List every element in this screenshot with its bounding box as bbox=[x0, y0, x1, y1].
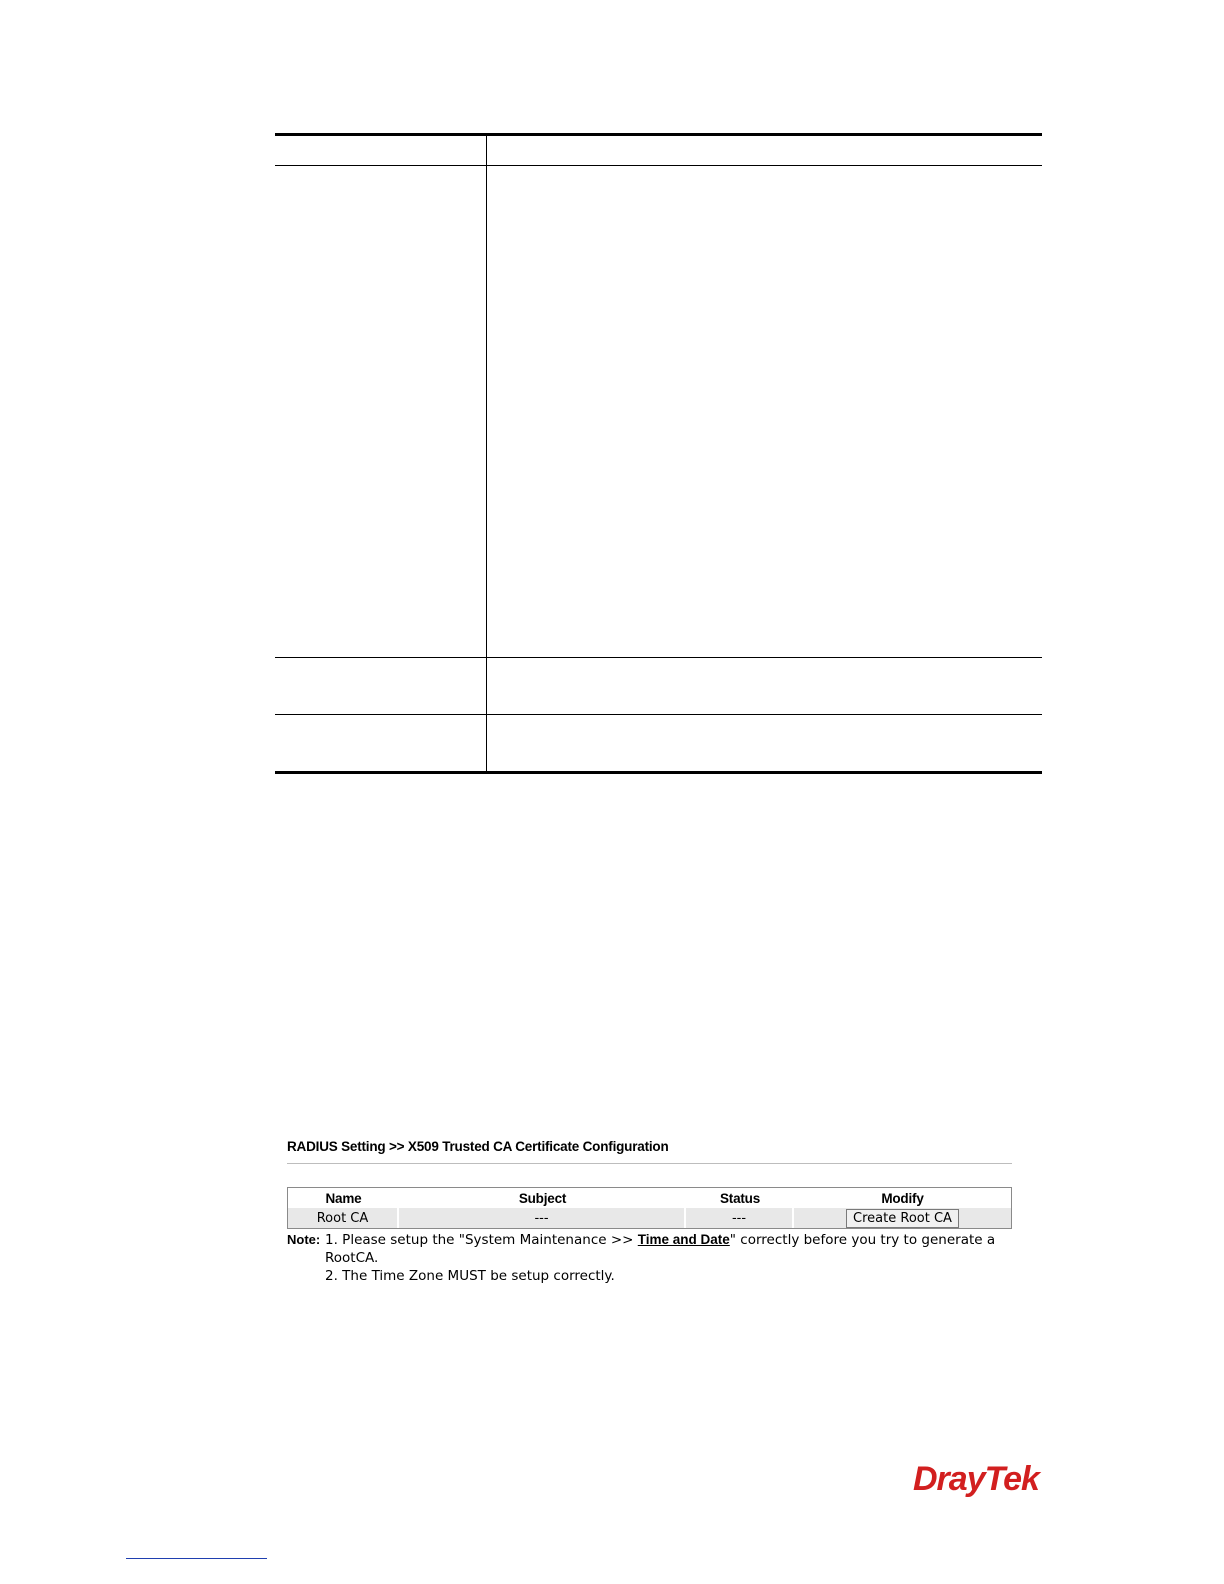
draytek-logo: DrayTek bbox=[913, 1460, 1039, 1498]
column-header-name: Name bbox=[325, 1190, 362, 1206]
ca-certificate-table bbox=[287, 1187, 1012, 1229]
column-header-modify: Modify bbox=[881, 1190, 924, 1206]
column-header-subject: Subject bbox=[518, 1190, 567, 1206]
table-row-rule bbox=[275, 657, 1042, 658]
table-column-divider bbox=[486, 133, 487, 774]
radius-ca-config-panel bbox=[287, 1138, 1012, 1285]
table-bottom-rule bbox=[275, 771, 1042, 774]
table-top-rule bbox=[275, 133, 1042, 136]
table-row bbox=[288, 1208, 1011, 1228]
description-table bbox=[275, 133, 1042, 774]
page-title: RADIUS Setting >> X509 Trusted CA Certificate Configuration bbox=[287, 1139, 669, 1154]
table-header-row bbox=[288, 1188, 1011, 1208]
note-section bbox=[287, 1231, 1012, 1285]
time-and-date-link[interactable]: Time and Date bbox=[637, 1232, 730, 1247]
note-line1-suffix: " correctly before you try to generate a RootCA. bbox=[325, 1232, 996, 1266]
cell-status: --- bbox=[686, 1208, 794, 1228]
cell-modify bbox=[794, 1208, 1011, 1228]
create-root-ca-button[interactable]: Create Root CA bbox=[846, 1209, 959, 1228]
column-header-status: Status bbox=[719, 1190, 761, 1206]
cell-subject: --- bbox=[399, 1208, 686, 1228]
note-line1-prefix: 1. Please setup the "System Maintenance >> bbox=[325, 1232, 638, 1248]
table-header-rule bbox=[275, 165, 1042, 166]
table-row-rule bbox=[275, 714, 1042, 715]
note-line2: 2. The Time Zone MUST be setup correctly. bbox=[325, 1268, 615, 1284]
title-divider bbox=[287, 1163, 1012, 1164]
note-label: Note: bbox=[287, 1232, 321, 1247]
footer-link-underline bbox=[126, 1558, 267, 1559]
cell-name: Root CA bbox=[288, 1208, 399, 1228]
